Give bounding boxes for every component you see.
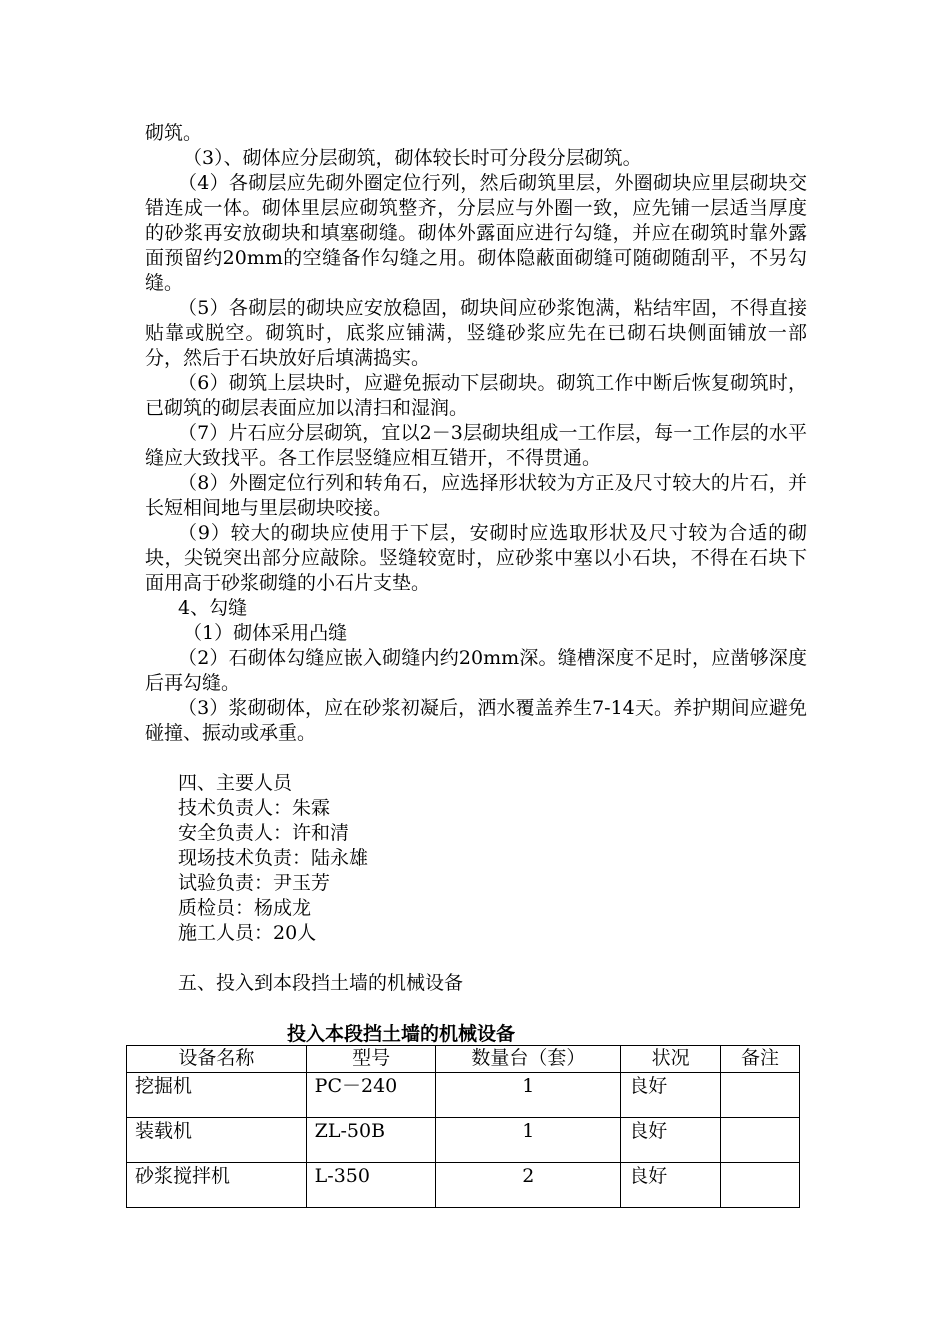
paragraph: （1）砌体采用凸缝 xyxy=(183,622,348,644)
personnel-line: 现场技术负责：陆永雄 xyxy=(178,847,369,869)
table-cell xyxy=(721,1073,800,1118)
section-heading: 五、投入到本段挡土墙的机械设备 xyxy=(178,972,464,994)
section-heading: 四、主要人员 xyxy=(178,772,293,794)
table-cell: 砂浆搅拌机 xyxy=(127,1163,307,1208)
table-cell: 良好 xyxy=(621,1118,721,1163)
table-cell: 良好 xyxy=(621,1163,721,1208)
table-cell: L-350 xyxy=(306,1163,436,1208)
personnel-line: 试验负责：尹玉芳 xyxy=(178,872,331,894)
table-row xyxy=(127,1118,800,1163)
paragraph: （3）浆砌砌体，应在砂浆初凝后，洒水覆盖养生7-14天。养护期间应避免碰撞、振动或承重。 xyxy=(145,697,807,744)
paragraph: 砌筑。 xyxy=(145,122,203,144)
column-header: 型号 xyxy=(306,1046,436,1073)
table-title: 投入本段挡土墙的机械设备 xyxy=(287,1023,516,1045)
column-header: 数量台（套） xyxy=(436,1046,621,1073)
table-row xyxy=(127,1163,800,1208)
personnel-line: 安全负责人：许和清 xyxy=(178,822,350,844)
paragraph: （9）较大的砌块应使用于下层，安砌时应选取形状及尺寸较为合适的砌块，尖锐突出部分应敲除。竖缝较宽时，应砂浆中塞以小石块，不得在石块下面用高于砂浆砌缝的小石片支垫。 xyxy=(145,522,807,594)
column-header: 备注 xyxy=(721,1046,800,1073)
table-cell: 2 xyxy=(436,1163,621,1208)
table-cell xyxy=(721,1163,800,1208)
table-cell: 1 xyxy=(436,1118,621,1163)
section-heading: 4、勾缝 xyxy=(178,597,248,619)
table-cell xyxy=(721,1118,800,1163)
paragraph: （2）石砌体勾缝应嵌入砌缝内约20mm深。缝槽深度不足时，应凿够深度后再勾缝。 xyxy=(145,647,807,694)
personnel-line: 质检员：杨成龙 xyxy=(178,897,312,919)
personnel-line: 技术负责人：朱霖 xyxy=(178,797,331,819)
table-cell: 良好 xyxy=(621,1073,721,1118)
table-header-row xyxy=(127,1046,800,1073)
table-cell: 装载机 xyxy=(127,1118,307,1163)
paragraph: （7）片石应分层砌筑，宜以2－3层砌块组成一工作层，每一工作层的水平缝应大致找平。各工作层竖缝应相互错开，不得贯通。 xyxy=(145,422,807,469)
table-cell: PC－240 xyxy=(306,1073,436,1118)
table-row xyxy=(127,1073,800,1118)
paragraph: （5）各砌层的砌块应安放稳固，砌块间应砂浆饱满，粘结牢固，不得直接贴靠或脱空。砌筑时，底浆应铺满，竖缝砂浆应先在已砌石块侧面铺放一部分，然后于石块放好后填满捣实。 xyxy=(145,297,807,369)
document-body xyxy=(145,121,807,996)
paragraph: （6）砌筑上层块时，应避免振动下层砌块。砌筑工作中断后恢复砌筑时，已砌筑的砌层表面应加以清扫和湿润。 xyxy=(145,372,807,419)
equipment-table xyxy=(126,1045,800,1208)
column-header: 设备名称 xyxy=(127,1046,307,1073)
paragraph: （3）、砌体应分层砌筑，砌体较长时可分段分层砌筑。 xyxy=(183,147,642,169)
personnel-line: 施工人员：20人 xyxy=(178,922,317,944)
table-cell: 1 xyxy=(436,1073,621,1118)
table-cell: ZL-50B xyxy=(306,1118,436,1163)
table-cell: 挖掘机 xyxy=(127,1073,307,1118)
paragraph: （8）外圈定位行列和转角石，应选择形状较为方正及尺寸较大的片石，并长短相间地与里层砌块咬接。 xyxy=(145,472,807,519)
paragraph: （4）各砌层应先砌外圈定位行列，然后砌筑里层，外圈砌块应里层砌块交错连成一体。砌体里层应砌筑整齐，分层应与外圈一致，应先铺一层适当厚度的砂浆再安放砌块和填塞砌缝。砌体外露面应进行勾缝，并应在砌筑时靠外露面预留约20mm的空缝备作勾缝之用。砌体隐蔽面砌缝可随砌随刮平，不另勾缝。 xyxy=(145,172,807,294)
column-header: 状况 xyxy=(621,1046,721,1073)
